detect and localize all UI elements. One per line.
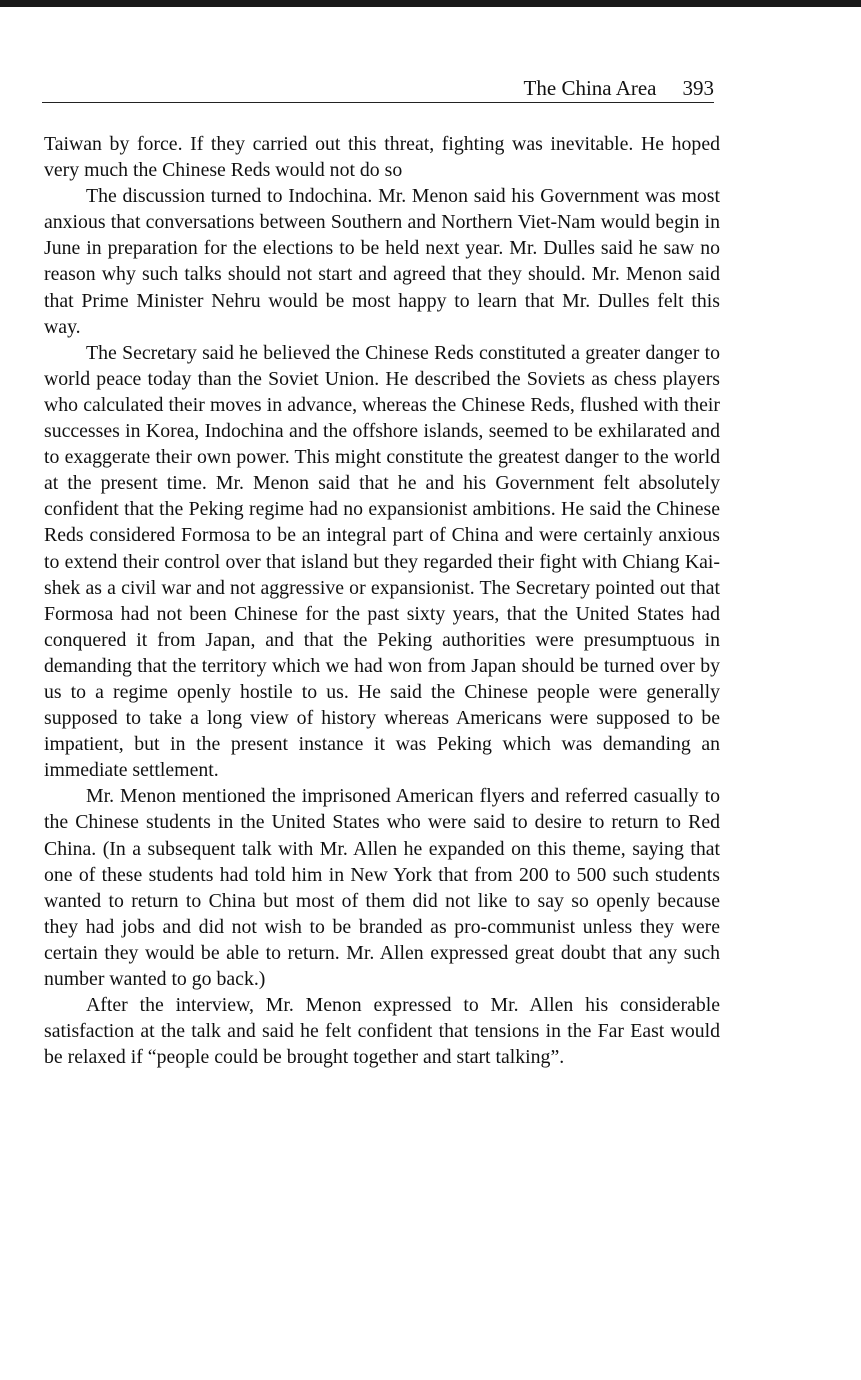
page-body xyxy=(44,131,720,1070)
running-header xyxy=(42,74,714,103)
paragraph-continued: Taiwan by force. If they carried out this threat, fighting was inevitable. He hoped very much the Chinese Reds would not do so xyxy=(44,133,720,182)
page-top-border xyxy=(0,0,861,7)
paragraph-flyers: Mr. Menon mentioned the imprisoned American flyers and referred casually to the Chinese students in the United States who were said to desire to return to Red China. (In a subsequent talk with Mr. Allen he expanded on this theme, saying that one of these students had told him in New York that from 200 to 500 such students wanted to return to China but most of them did not like to say so openly because they had jobs and did not wish to be branded as pro-communist unless they were certain they would be able to return. Mr. Allen expressed great doubt that any such number wanted to go back.) xyxy=(44,785,720,990)
section-title: The China Area xyxy=(523,76,657,100)
paragraph-indochina: The discussion turned to Indochina. Mr. Menon said his Government was most anxious that conversations between Southern and Northern Viet-Nam would begin in June in preparation for the elections to be held next year. Mr. Dulles said he saw no reason why such talks should not start and agreed that they should. Mr. Menon said that Prime Minister Nehru would be most happy to learn that Mr. Dulles felt this way. xyxy=(44,185,720,338)
paragraph-after-interview: After the interview, Mr. Menon expressed to Mr. Allen his considerable satisfaction at the talk and said he felt confident that tensions in the Far East would be relaxed if “people could be brought together and start talking”. xyxy=(44,994,720,1069)
paragraph-secretary: The Secretary said he believed the Chinese Reds constituted a greater danger to world peace today than the Soviet Union. He described the Soviets as chess players who calculated their moves in advance, whereas the Chinese Reds, flushed with their successes in Korea, Indochina and the offshore islands, seemed to be exhilarated and to exaggerate their own power. This might constitute the greatest danger to the world at the present time. Mr. Menon said that he and his Government felt absolutely confident that the Peking regime had no expansionist ambitions. He said the Chinese Reds considered Formosa to be an integral part of China and were certainly anxious to extend their control over that island but they regarded their fight with Chiang Kai-shek as a civil war and not aggressive or expansionist. The Secretary pointed out that Formosa had not been Chinese for the past sixty years, that the United States had conquered it from Japan, and that the Peking authorities were presumptuous in demanding that the territory which we had won from Japan should be turned over by us to a regime openly hostile to us. He said the Chinese people were generally supposed to take a long view of history whereas Americans were supposed to be impatient, but in the present instance it was Peking which was demanding an immediate settlement. xyxy=(44,341,720,782)
page-number: 393 xyxy=(682,76,714,100)
